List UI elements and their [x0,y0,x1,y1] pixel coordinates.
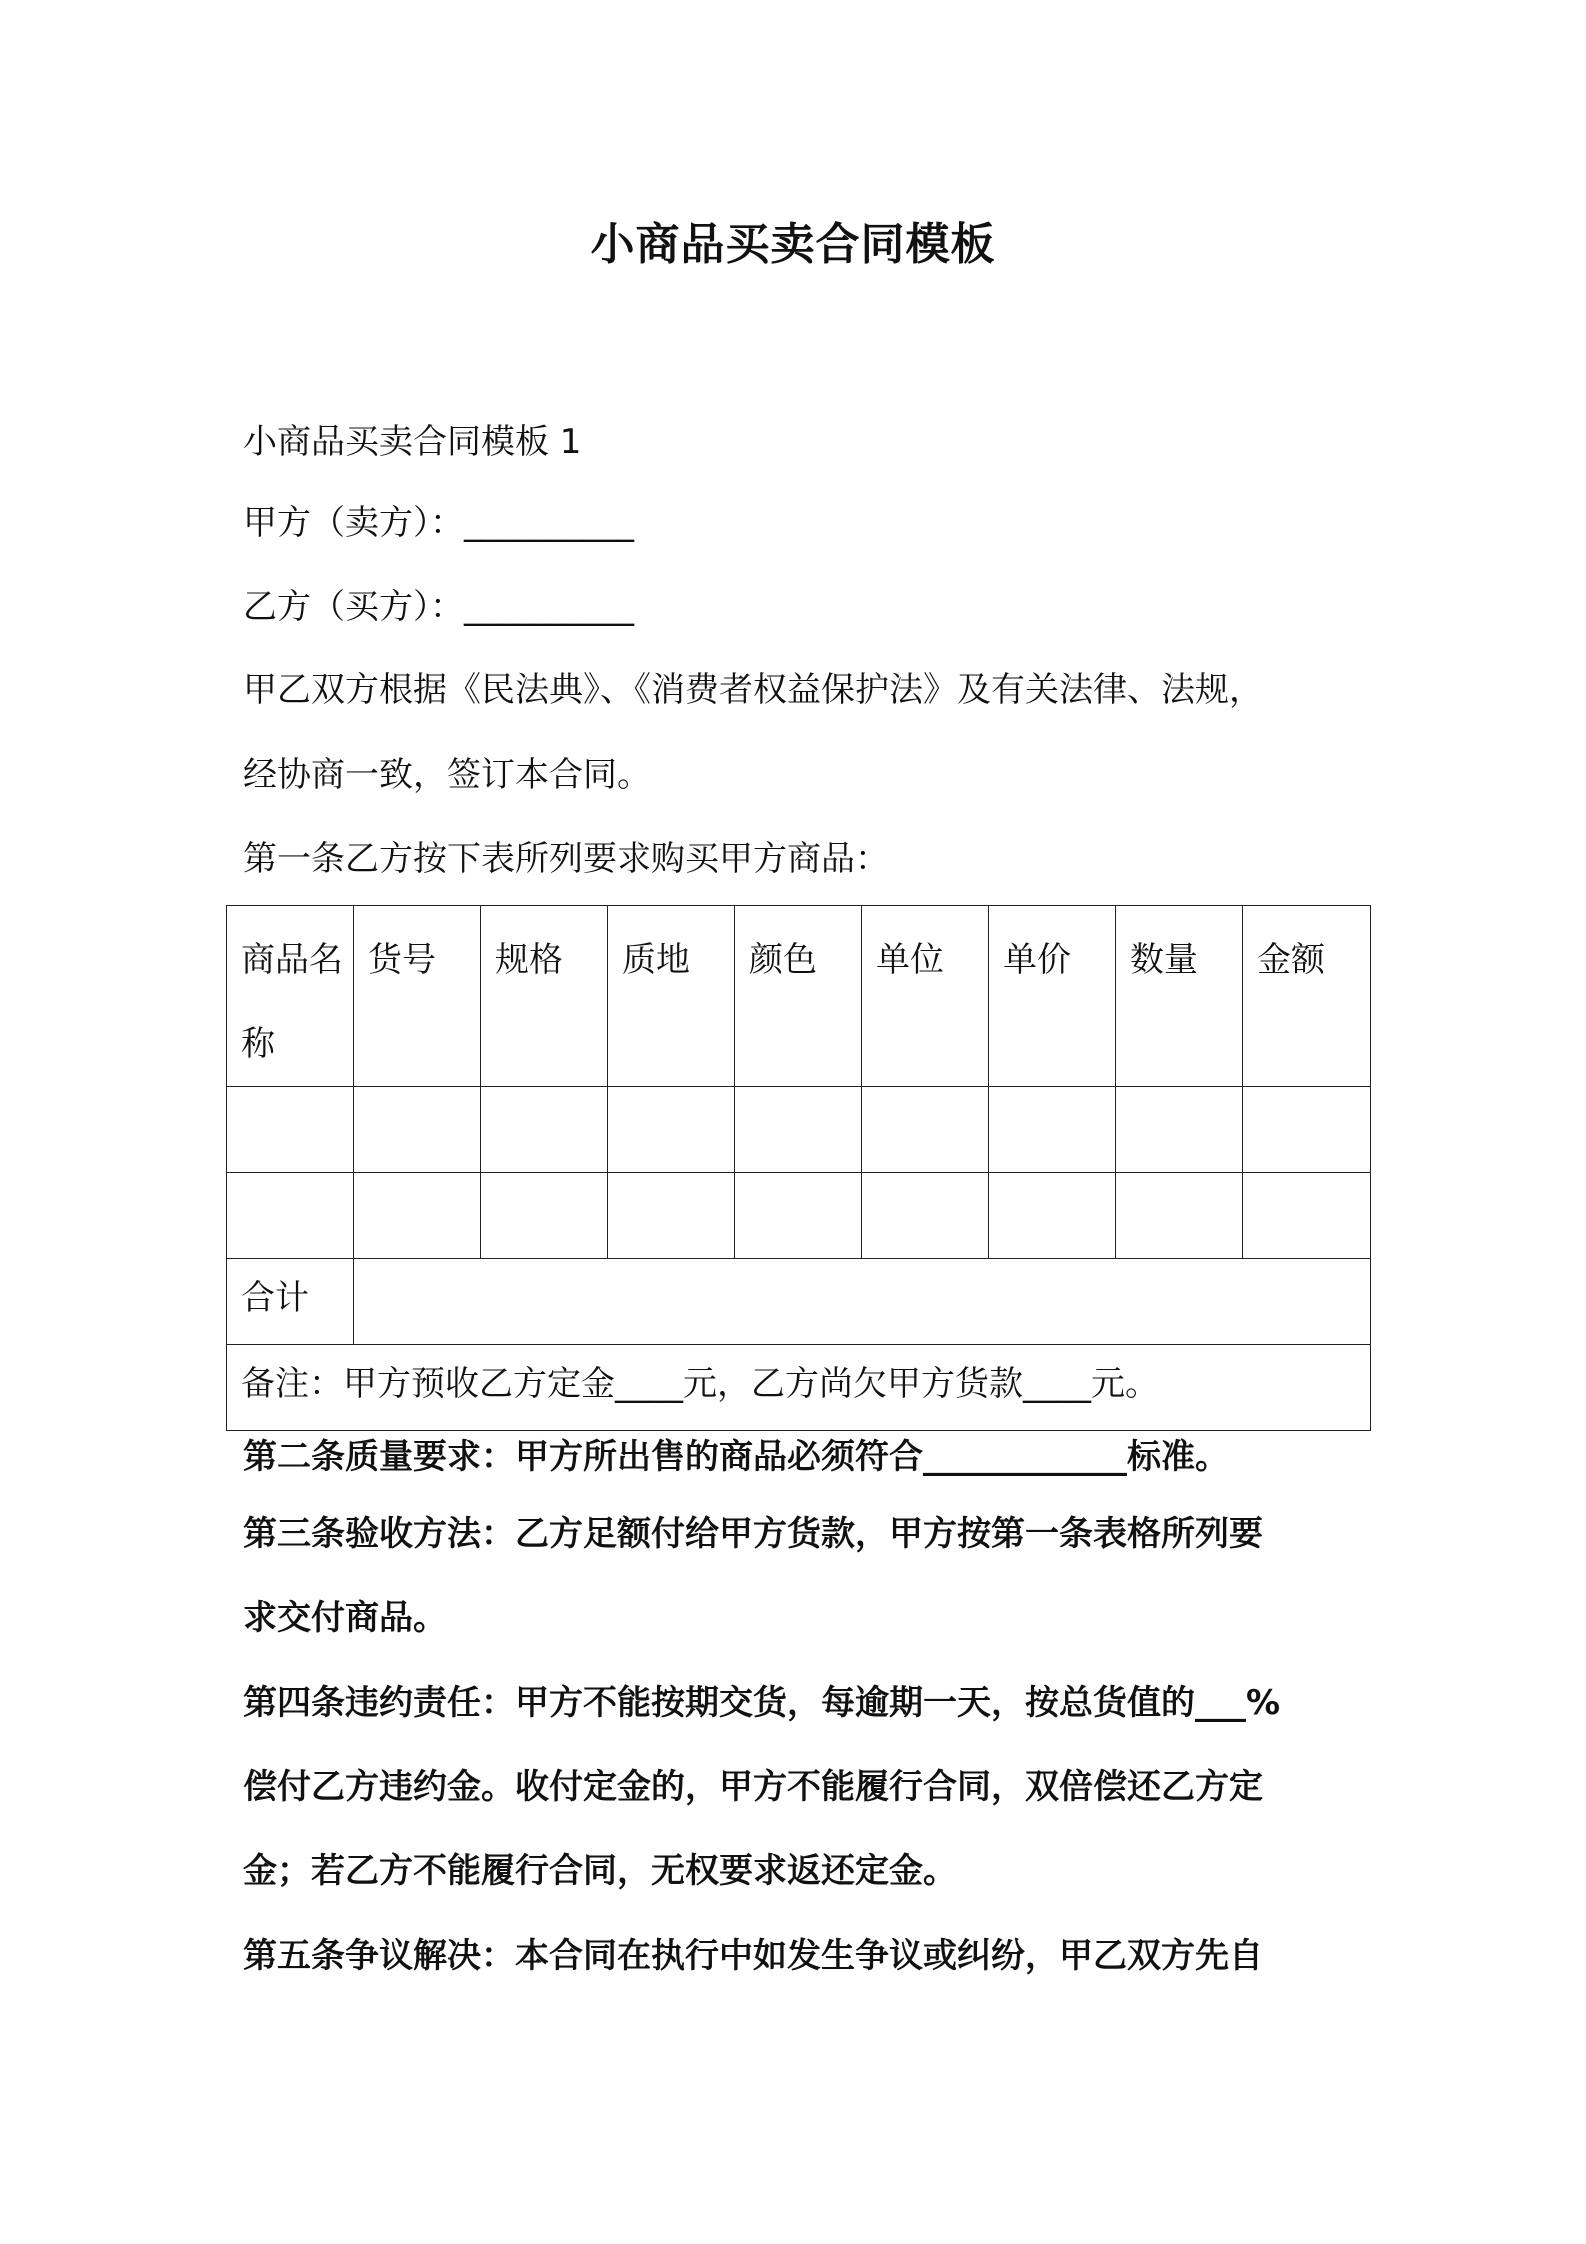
header-cell-item-no: 货号 [354,906,481,1087]
header-cell-spec: 规格 [481,906,608,1087]
table-cell [481,1087,608,1173]
table-cell [1243,1173,1371,1259]
table-cell [354,1087,481,1173]
header-cell-color: 颜色 [735,906,862,1087]
article-5-line-1: 第五条争议解决：本合同在执行中如发生争议或纠纷，甲乙双方先自 [243,1936,1263,1976]
table-row [227,1173,1371,1259]
total-value-cell [354,1259,1371,1345]
article-3-line-2: 求交付商品。 [243,1598,447,1638]
header-cell-unit-price: 单价 [989,906,1116,1087]
table-total-row [227,1259,1371,1345]
table-cell [354,1173,481,1259]
article-2-quality: 第二条质量要求：甲方所出售的商品必须符合____________标准。 [243,1437,1229,1477]
header-cell-unit: 单位 [862,906,989,1087]
table-cell [989,1173,1116,1259]
party-b-line: 乙方（买方）：__________ [243,587,634,627]
header-cell-material: 质地 [608,906,735,1087]
table-cell [1116,1087,1243,1173]
table-cell [862,1087,989,1173]
template-subtitle: 小商品买卖合同模板 1 [243,422,582,462]
table-cell [862,1173,989,1259]
header-cell-quantity: 数量 [1116,906,1243,1087]
table-header-row [227,906,1371,1087]
table-cell [608,1173,735,1259]
intro-paragraph-line-1: 甲乙双方根据《民法典》、《消费者权益保护法》及有关法律、法规， [243,670,1263,710]
header-cell-amount: 金额 [1243,906,1371,1087]
intro-paragraph-line-2: 经协商一致，签订本合同。 [243,755,651,795]
article-4-line-1: 第四条违约责任：甲方不能按期交货，每逾期一天，按总货值的___% [243,1683,1281,1723]
table-cell [735,1173,862,1259]
table-cell [1116,1173,1243,1259]
total-label-cell: 合计 [227,1259,354,1345]
article-1-heading: 第一条乙方按下表所列要求购买甲方商品： [243,839,889,879]
table-cell [608,1087,735,1173]
table-cell [227,1173,354,1259]
header-cell-product-name: 商品名称 [227,906,354,1087]
article-4-line-2: 偿付乙方违约金。收付定金的，甲方不能履行合同，双倍偿还乙方定 [243,1767,1263,1807]
document-title: 小商品买卖合同模板 [590,219,996,270]
article-3-line-1: 第三条验收方法：乙方足额付给甲方货款，甲方按第一条表格所列要 [243,1514,1263,1554]
table-row [227,1087,1371,1173]
goods-table [226,905,1371,1431]
party-a-line: 甲方（卖方）：__________ [243,503,634,543]
table-cell [481,1173,608,1259]
table-note-row [227,1345,1371,1431]
table-cell [989,1087,1116,1173]
deposit-note-cell: 备注：甲方预收乙方定金____元，乙方尚欠甲方货款____元。 [227,1345,1371,1431]
table-cell [1243,1087,1371,1173]
table-cell [227,1087,354,1173]
table-cell [735,1087,862,1173]
article-4-line-3: 金；若乙方不能履行合同，无权要求返还定金。 [243,1851,957,1891]
